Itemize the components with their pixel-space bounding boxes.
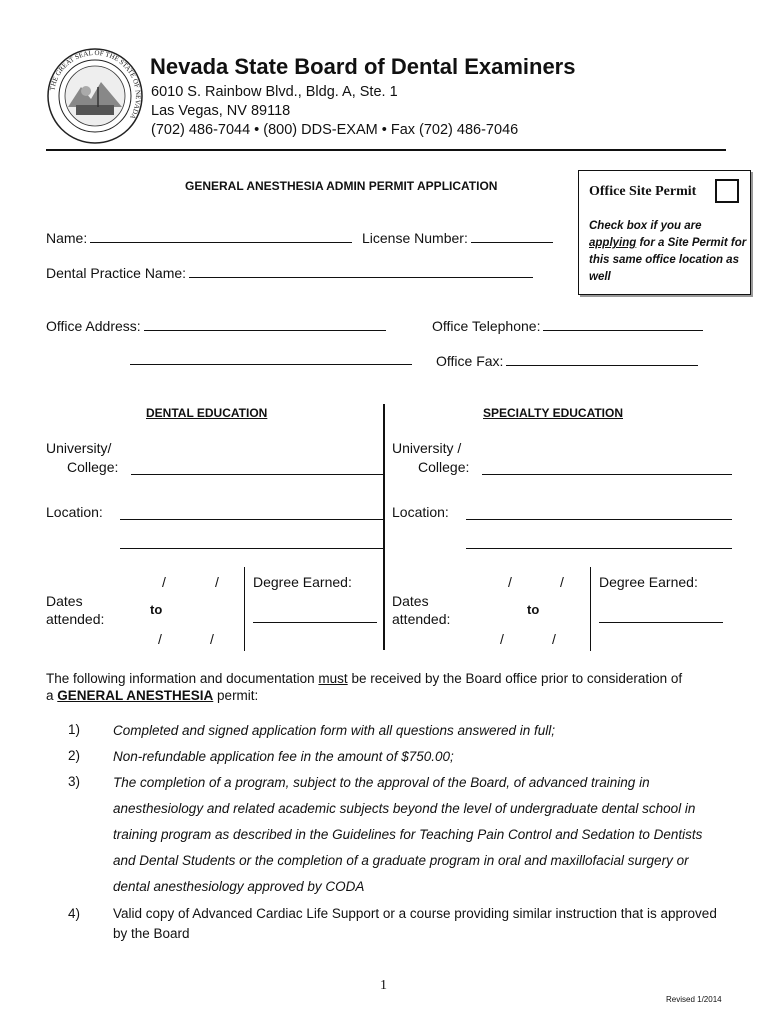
site-permit-title: Office Site Permit <box>589 184 697 199</box>
specialty-dates-label-2: attended: <box>392 611 451 627</box>
org-name: Nevada State Board of Dental Examiners <box>150 54 576 79</box>
specialty-to-label: to <box>527 602 540 617</box>
office-address-blank[interactable] <box>144 318 386 331</box>
dental-end-slash-2: / <box>210 631 214 647</box>
requirement-2-number: 2) <box>68 748 81 763</box>
specialty-education-heading: SPECIALTY EDUCATION <box>483 406 624 420</box>
dental-degree-divider <box>244 567 245 651</box>
dental-dates-label-1: Dates <box>46 593 83 609</box>
specialty-location-blank-2[interactable] <box>466 548 732 549</box>
requirement-1-text: Completed and signed application form with all questions answered in full; <box>113 723 555 738</box>
name-field[interactable] <box>46 230 352 246</box>
practice-name-label: Dental Practice Name: <box>46 265 187 281</box>
specialty-start-slash-2: / <box>560 574 564 590</box>
requirement-2-text: Non-refundable application fee in the amount of $750.00; <box>113 749 454 764</box>
office-fax-field[interactable] <box>436 353 698 369</box>
dental-location-label: Location: <box>46 504 103 520</box>
requirements-intro: The following information and documentation must be received by the Board office prior to consideration of a GENERAL ANESTHESIA permit: <box>46 671 683 703</box>
specialty-start-slash-1: / <box>508 574 512 590</box>
requirement-4-text: Valid copy of Advanced Cardiac Life Support or a course providing similar instruction that is approved by the Board <box>113 906 717 941</box>
header-divider <box>46 149 726 151</box>
dental-to-label: to <box>150 602 163 617</box>
site-permit-note: Check box if you are applying for a Site Permit for this same office location as well <box>589 220 747 283</box>
dental-location-blank-2[interactable] <box>120 548 383 549</box>
specialty-college-label: College: <box>418 459 470 475</box>
specialty-degree-blank[interactable] <box>599 622 723 623</box>
revised-date: Revised 1/2014 <box>666 995 722 1004</box>
requirement-3-text: The completion of a program, subject to the approval of the Board, of advanced training in anesthesiology and related academic subjects beyond the level of undergraduate dental school in training program as described in the Guidelines for Teaching Pain Control and Sedation to Dentists and Dental Students or the completion of a graduate program in oral and maxillofacial surgery or dental anesthesiology approved by CODA <box>113 775 703 894</box>
dental-end-slash-1: / <box>158 631 162 647</box>
dental-degree-label: Degree Earned: <box>253 574 352 590</box>
dental-dates-label-2: attended: <box>46 611 105 627</box>
svg-text:THE GREAT SEAL OF THE STATE OF: THE GREAT SEAL OF THE STATE OF NEVADA <box>48 48 143 121</box>
contact-line: (702) 486-7044 • (800) DDS-EXAM • Fax (702) 486-7046 <box>151 122 519 138</box>
specialty-location-blank[interactable] <box>466 519 732 520</box>
specialty-degree-label: Degree Earned: <box>599 574 698 590</box>
dental-start-slash-1: / <box>162 574 166 590</box>
address-line-2: Las Vegas, NV 89118 <box>151 103 291 119</box>
site-permit-box <box>578 170 751 295</box>
dental-education-heading: DENTAL EDUCATION <box>146 406 268 420</box>
specialty-college-blank[interactable] <box>482 474 732 475</box>
specialty-degree-divider <box>590 567 591 651</box>
page-number: 1 <box>380 978 387 993</box>
office-phone-blank[interactable] <box>543 318 703 331</box>
education-divider <box>383 404 385 650</box>
specialty-end-slash-1: / <box>500 631 504 647</box>
specialty-dates-label-1: Dates <box>392 593 429 609</box>
name-label: Name: <box>46 230 88 246</box>
dental-college-blank[interactable] <box>131 474 383 475</box>
license-field[interactable] <box>362 230 553 246</box>
dental-location-blank[interactable] <box>120 519 383 520</box>
office-phone-label: Office Telephone: <box>432 318 541 334</box>
practice-name-field[interactable] <box>46 265 533 281</box>
dental-start-slash-2: / <box>215 574 219 590</box>
license-blank[interactable] <box>471 230 553 243</box>
office-address-blank-2[interactable] <box>130 364 412 365</box>
dental-college-label: College: <box>67 459 119 475</box>
dental-university-label: University/ <box>46 440 112 456</box>
requirement-3-number: 3) <box>68 774 81 789</box>
requirement-4-number: 4) <box>68 906 81 921</box>
office-address-label: Office Address: <box>46 318 141 334</box>
site-permit-checkbox[interactable] <box>715 179 739 203</box>
office-phone-field[interactable] <box>432 318 703 334</box>
office-fax-label: Office Fax: <box>436 353 504 369</box>
state-seal <box>46 47 144 145</box>
name-blank[interactable] <box>90 230 352 243</box>
office-fax-blank[interactable] <box>506 353 698 366</box>
dental-degree-blank[interactable] <box>253 622 377 623</box>
specialty-location-label: Location: <box>392 504 449 520</box>
form-title: GENERAL ANESTHESIA ADMIN PERMIT APPLICATION <box>185 179 498 193</box>
specialty-end-slash-2: / <box>552 631 556 647</box>
license-label: License Number: <box>362 230 468 246</box>
address-line-1: 6010 S. Rainbow Blvd., Bldg. A, Ste. 1 <box>151 84 398 100</box>
office-address-field[interactable] <box>46 318 386 334</box>
requirement-1-number: 1) <box>68 722 81 737</box>
specialty-university-label: University / <box>392 440 462 456</box>
practice-name-blank[interactable] <box>189 265 533 278</box>
